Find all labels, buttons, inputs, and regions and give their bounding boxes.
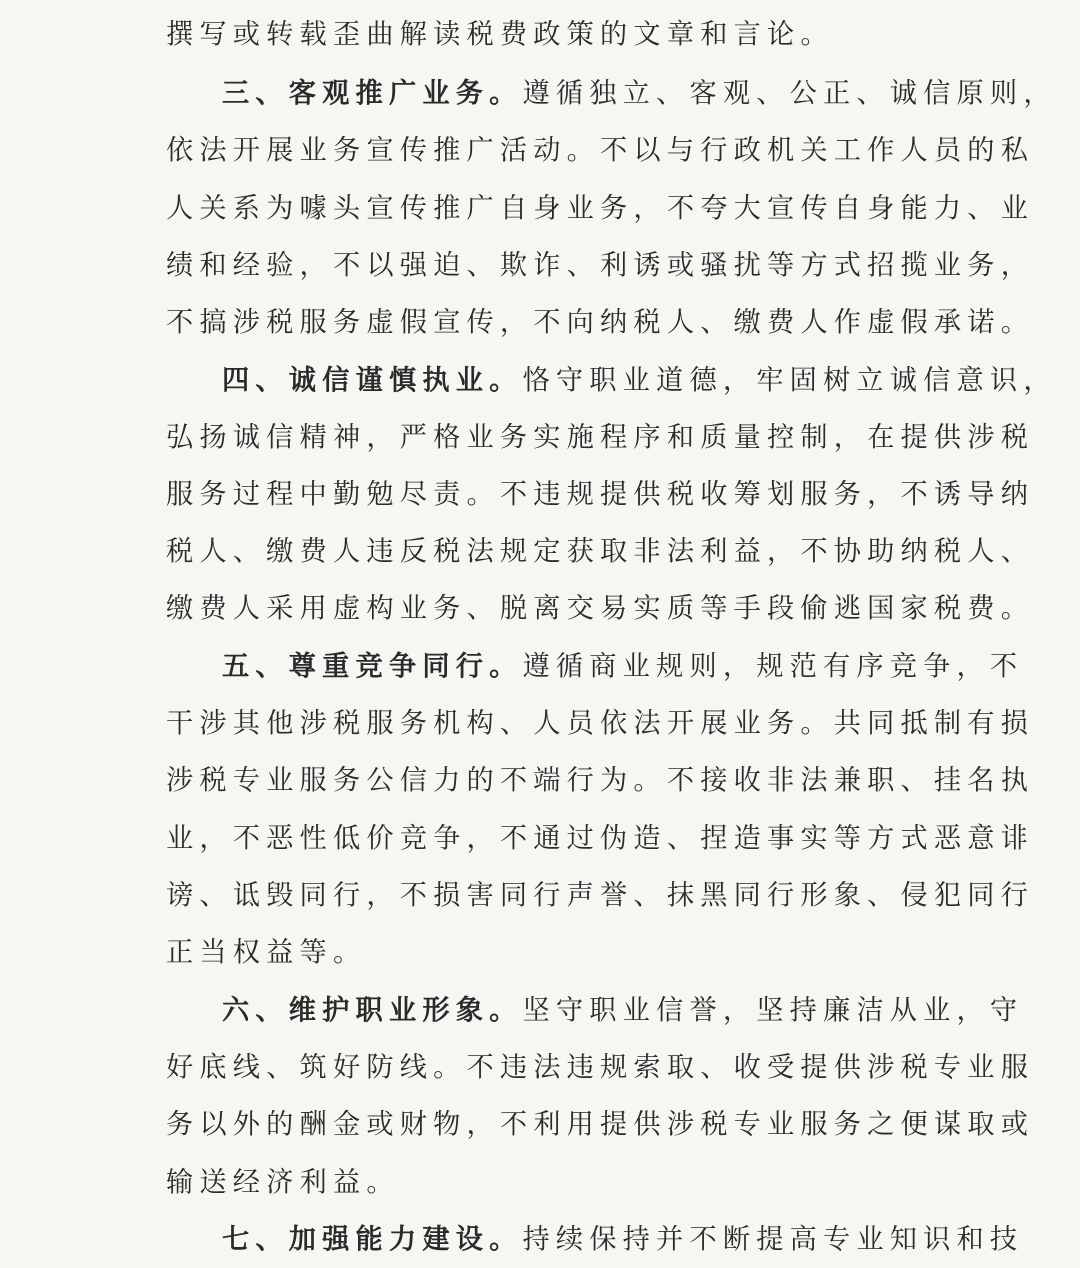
text-line-16 [166, 867, 1035, 924]
line-text: 服务过程中勤勉尽责。不违规提供税收筹划服务，不诱导纳 [166, 479, 1035, 510]
line-text: 绩和经验，不以强迫、欺诈、利诱或骚扰等方式招揽业务， [166, 250, 1035, 281]
line-text: 输送经济利益。 [166, 1167, 400, 1198]
section-heading: 三、客观推广业务。 [222, 77, 523, 109]
line-text: 涉税专业服务公信力的不端行为。不接收非法兼职、挂名执 [166, 765, 1035, 796]
line-text: 遵循独立、客观、公正、诚信原则， [522, 78, 1057, 109]
section-7-heading-line [222, 1211, 1024, 1268]
section-heading: 六、维护职业形象。 [222, 994, 523, 1026]
line-text: 业，不恶性低价竞争，不通过伪造、捏造事实等方式恶意诽 [166, 823, 1035, 854]
line-text: 好底线、筑好防线。不违法违规索取、收受提供涉税专业服 [166, 1052, 1035, 1083]
text-line-17 [166, 924, 926, 981]
section-heading: 四、诚信谨慎执业。 [222, 364, 523, 396]
line-text: 遵循商业规则，规范有序竞争，不 [522, 651, 1024, 682]
text-line-3 [166, 122, 1035, 179]
line-text: 弘扬诚信精神，严格业务实施程序和质量控制，在提供涉税 [166, 422, 1035, 453]
text-line-4 [166, 180, 1035, 237]
section-5-heading-line [222, 638, 1024, 695]
section-4-heading-line [222, 352, 1057, 409]
text-line-6 [166, 294, 1035, 351]
text-line-8 [166, 409, 1035, 466]
text-line-10 [166, 523, 1035, 580]
text-line-11 [166, 580, 1035, 637]
line-text: 撰写或转载歪曲解读税费政策的文章和言论。 [166, 19, 834, 50]
section-6-heading-line [222, 982, 1024, 1039]
line-text: 税人、缴费人违反税法规定获取非法利益，不协助纳税人、 [166, 536, 1035, 567]
line-text: 坚守职业信誉，坚持廉洁从业，守 [522, 995, 1024, 1026]
text-line-15 [166, 810, 1035, 867]
section-heading: 五、尊重竞争同行。 [222, 650, 523, 682]
line-text: 务以外的酬金或财物，不利用提供涉税专业服务之便谋取或 [166, 1109, 1035, 1140]
text-line-13 [166, 695, 1035, 752]
line-text: 恪守职业道德，牢固树立诚信意识， [522, 365, 1057, 396]
line-text: 人关系为噱头宣传推广自身业务，不夸大宣传自身能力、业 [166, 193, 1035, 224]
text-line-19 [166, 1039, 1035, 1096]
line-text: 正当权益等。 [166, 937, 367, 968]
line-text: 不搞涉税服务虚假宣传，不向纳税人、缴费人作虚假承诺。 [166, 307, 1035, 338]
line-text: 缴费人采用虚构业务、脱离交易实质等手段偷逃国家税费。 [166, 593, 1035, 624]
text-line-1 [166, 6, 926, 63]
text-line-9 [166, 466, 1035, 523]
text-line-21 [166, 1154, 926, 1211]
line-text: 持续保持并不断提高专业知识和技 [522, 1224, 1024, 1255]
line-text: 依法开展业务宣传推广活动。不以与行政机关工作人员的私 [166, 135, 1035, 166]
line-text: 干涉其他涉税服务机构、人员依法开展业务。共同抵制有损 [166, 708, 1035, 739]
line-text: 谤、诋毁同行，不损害同行声誉、抹黑同行形象、侵犯同行 [166, 880, 1035, 911]
section-3-heading-line [222, 65, 1057, 122]
text-line-5 [166, 237, 1035, 294]
text-line-14 [166, 752, 1035, 809]
text-line-20 [166, 1096, 1035, 1153]
section-heading: 七、加强能力建设。 [222, 1223, 523, 1255]
